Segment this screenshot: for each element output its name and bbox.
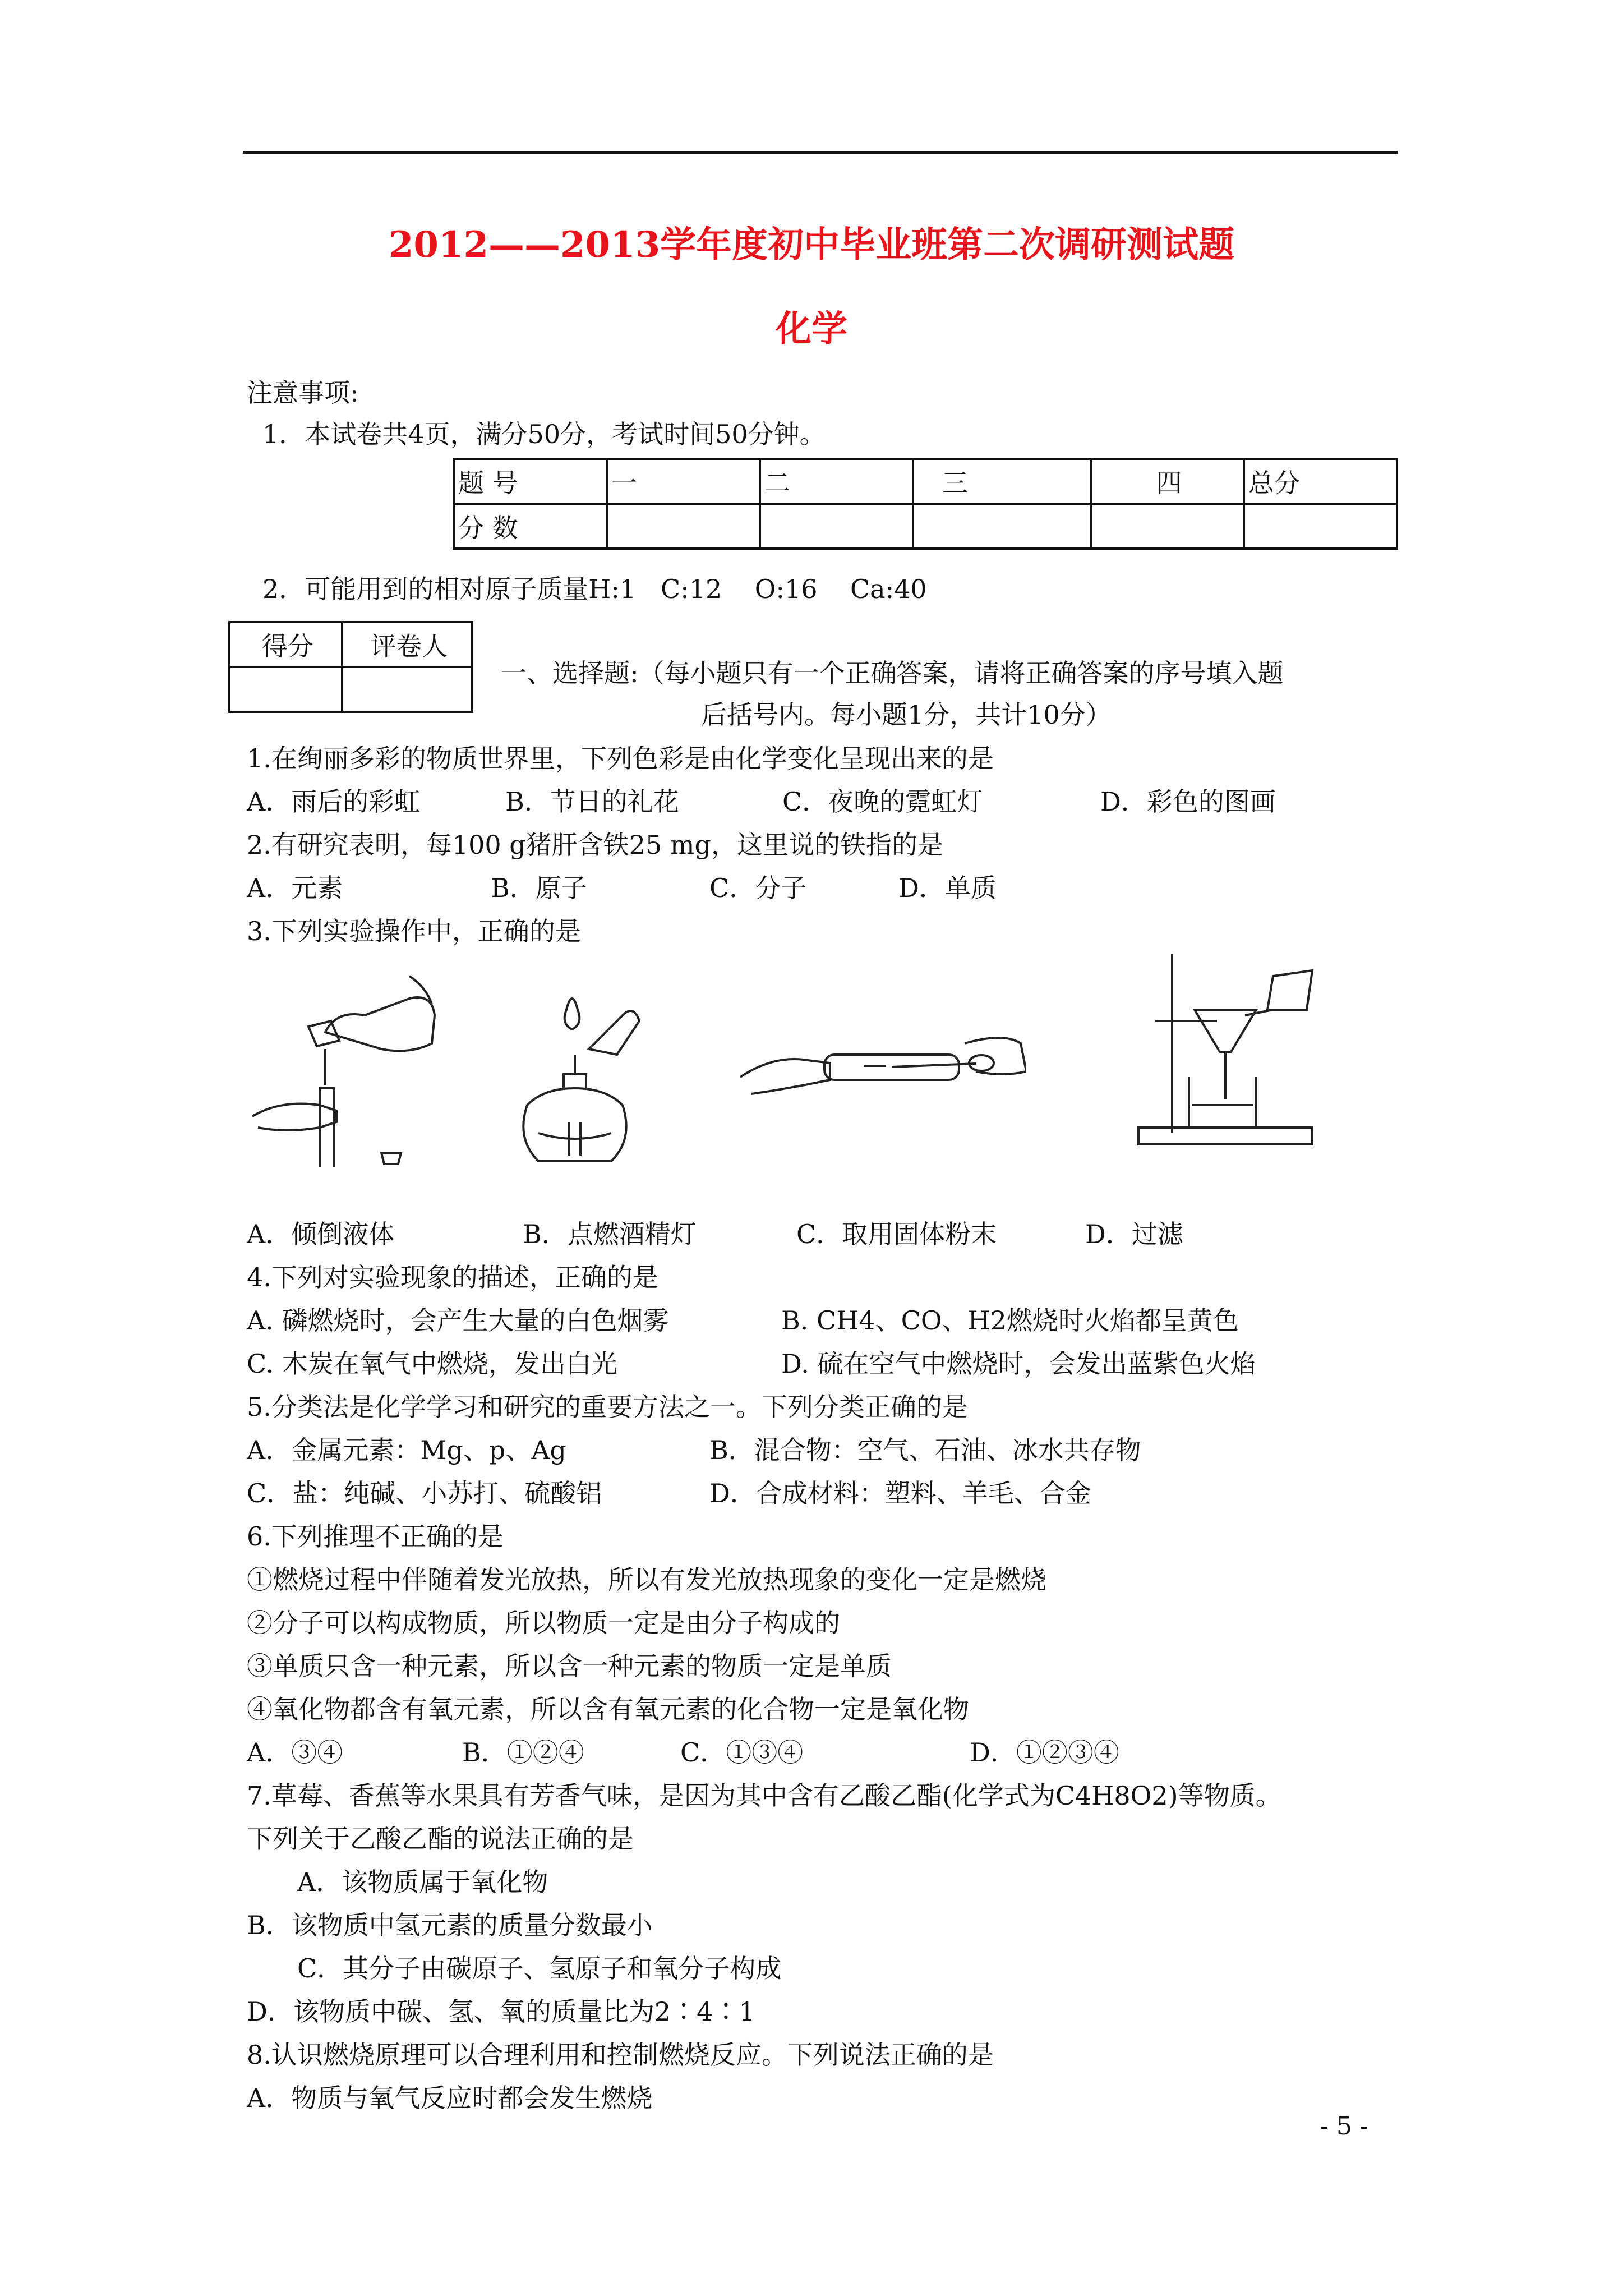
top-rule [243, 151, 1398, 154]
grader-table [228, 621, 473, 713]
score-cell [607, 504, 760, 549]
q6-option-a: A．③④ [247, 1737, 343, 1768]
page-number: - 5 - [1320, 2112, 1368, 2141]
score-cell: 分 数 [454, 504, 607, 549]
q5-stem: 5.分类法是化学学习和研究的重要方法之一。下列分类正确的是 [247, 1392, 968, 1422]
score-cell: 四 [1091, 459, 1244, 504]
score-cell: 题 号 [454, 459, 607, 504]
q6-statement-1: ①燃烧过程中伴随着发光放热，所以有发光放热现象的变化一定是燃烧 [247, 1565, 1046, 1595]
q3-option-b: B．点燃酒精灯 [523, 1219, 697, 1249]
score-cell [760, 504, 913, 549]
q6-option-c: C．①③④ [680, 1737, 804, 1768]
q7-stem-line-2: 下列关于乙酸乙酯的说法正确的是 [247, 1824, 634, 1854]
q5-option-c: C．盐：纯碱、小苏打、硫酸铝 [247, 1478, 602, 1508]
score-cell [1244, 504, 1397, 549]
q3-option-d: D．过滤 [1085, 1219, 1183, 1249]
q2-option-a: A．元素 [247, 873, 343, 903]
section1-instruction-2: 后括号内。每小题1分，共计10分） [701, 700, 1112, 730]
q7-stem-line-1: 7.草莓、香蕉等水果具有芳香气味，是因为其中含有乙酸乙酯(化学式为C4H8O2)等物质。 [247, 1780, 1281, 1811]
score-cell [913, 504, 1091, 549]
grader-name-cell [342, 667, 472, 712]
q7-option-d: D．该物质中碳、氢、氧的质量比为2∶4∶1 [247, 1996, 755, 2027]
q8-stem: 8.认识燃烧原理可以合理利用和控制燃烧反应。下列说法正确的是 [247, 2040, 994, 2070]
score-cell: 总分 [1244, 459, 1397, 504]
q2-option-d: D．单质 [898, 873, 997, 903]
q6-stem: 6.下列推理不正确的是 [247, 1521, 504, 1552]
notes-item-2: 2．可能用到的相对原子质量H:1 C:12 O:16 Ca:40 [262, 574, 927, 604]
q8-option-a: A．物质与氧气反应时都会发生燃烧 [247, 2083, 653, 2113]
section1-instruction-1: 一、选择题:（每小题只有一个正确答案，请将正确答案的序号填入题 [501, 658, 1284, 688]
notes-item-1: 1．本试卷共4页，满分50分，考试时间50分钟。 [262, 419, 826, 449]
score-table-value-row [454, 504, 1397, 549]
q2-option-b: B．原子 [491, 873, 587, 903]
q1-option-d: D．彩色的图画 [1100, 786, 1276, 817]
score-table [453, 458, 1398, 550]
q3-option-c: C．取用固体粉末 [796, 1219, 997, 1249]
q4-option-d: D. 硫在空气中燃烧时，会发出蓝紫色火焰 [781, 1349, 1256, 1379]
q5-option-d: D．合成材料：塑料、羊毛、合金 [709, 1478, 1091, 1508]
notes-heading: 注意事项: [247, 378, 359, 408]
q4-option-a: A. 磷燃烧时，会产生大量的白色烟雾 [247, 1305, 669, 1336]
q7-option-a: A．该物质属于氧化物 [297, 1867, 548, 1897]
q6-statement-2: ②分子可以构成物质，所以物质一定是由分子构成的 [247, 1608, 840, 1638]
q7-option-c: C．其分子由碳原子、氢原子和氧分子构成 [297, 1953, 782, 1984]
solid-powder-illustration [740, 1010, 1026, 1122]
q6-statement-3: ③单质只含一种元素，所以含一种元素的物质一定是单质 [247, 1651, 892, 1681]
q5-option-b: B．混合物：空气、石油、冰水共存物 [709, 1435, 1141, 1465]
q5-option-a: A．金属元素：Mg、p、Ag [247, 1435, 566, 1465]
q7-option-b: B．该物质中氢元素的质量分数最小 [247, 1910, 653, 1940]
score-cell: 一 [607, 459, 760, 504]
q6-option-d: D．①②③④ [970, 1737, 1119, 1768]
score-table-header-row [454, 459, 1397, 504]
pouring-liquid-illustration [241, 965, 443, 1167]
q3-option-a: A．倾倒液体 [247, 1219, 395, 1249]
q6-statement-4: ④氧化物都含有氧元素，所以含有氧元素的化合物一定是氧化物 [247, 1694, 969, 1724]
q2-option-c: C．分子 [709, 873, 807, 903]
grader-score-label: 得分 [229, 622, 342, 667]
score-cell: 三 [913, 459, 1091, 504]
q1-stem: 1.在绚丽多彩的物质世界里，下列色彩是由化学变化呈现出来的是 [247, 743, 994, 774]
subject-title: 化学 [776, 308, 847, 350]
q1-option-a: A．雨后的彩虹 [247, 786, 421, 817]
grader-name-label: 评卷人 [342, 622, 472, 667]
q2-stem: 2.有研究表明，每100 g猪肝含铁25 mg，这里说的铁指的是 [247, 830, 943, 860]
q3-stem: 3.下列实验操作中，正确的是 [247, 916, 581, 946]
score-cell: 二 [760, 459, 913, 504]
q6-option-b: B．①②④ [462, 1737, 584, 1768]
q1-option-c: C．夜晚的霓虹灯 [782, 786, 983, 817]
filtration-illustration [1133, 948, 1318, 1150]
q4-option-c: C. 木炭在氧气中燃烧，发出白光 [247, 1349, 617, 1379]
score-cell [1091, 504, 1244, 549]
q4-option-b: B. CH4、CO、H2燃烧时火焰都呈黄色 [781, 1305, 1239, 1336]
q1-option-b: B．节日的礼花 [505, 786, 679, 817]
alcohol-lamp-illustration [505, 976, 645, 1178]
exam-title: 2012——2013学年度初中毕业班第二次调研测试题 [388, 224, 1235, 266]
q4-stem: 4.下列对实验现象的描述，正确的是 [247, 1262, 658, 1292]
grader-score-cell [229, 667, 342, 712]
